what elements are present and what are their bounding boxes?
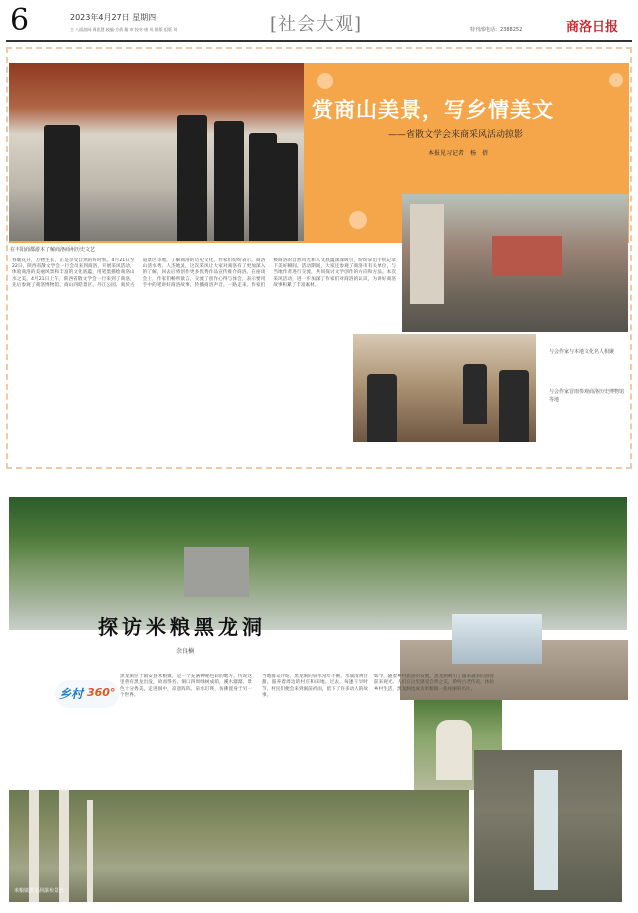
editor-info: 主 八面游网·周思慧 校编·方倩 璇 审 校对·康 凤 排版 组版 刘 [70,27,178,32]
header-divider [6,40,632,42]
symposium-photo [353,334,536,442]
memorial-visit-photo [402,194,628,332]
cave-waterfall-photo [474,750,622,902]
waterfall-photo [452,614,542,664]
feature2-body-col1: 黑龙洞位于镇安县米粮镇，是一个充满神秘色彩的地方。传说这里曾有黑龙出没，故而得名。洞口四周绿树成荫，溪水潺潺，景色十分秀美。走进洞中，凉意阵阵，泉水叮咚，仿佛置身于另一个世界。 [120,674,252,698]
forest-stream-photo [9,790,469,902]
feature1-photo-caption: 在丰阳商都游本了解商洛商州历史文艺 [10,247,96,253]
feature1-byline: 本报见习记者 杨 蓓 [428,150,489,157]
feature2-photo-caption: 米粮镇黑龙洞瀑布景色 [14,888,65,894]
editor-phone: 特刊部电话：2388252 [470,27,523,33]
photo-caption-right-2: 与会作家冒雨参观商洛历史博物馆等地 [549,389,625,403]
section-title: [社会大观] [270,14,363,35]
photo-caption-right-1: 与会作家与本地文化名人相聚 [549,349,615,355]
feature2-body-col3: 如今，随着乡村旅游的发展，黑龙洞吸引了越来越多的游客前来观光。人们在这里感受自然之美，聆听古老传说，体验乡村生活，黑龙洞也成为米粮镇一张亮丽的名片。 [374,674,494,692]
badge-label-left: 乡村 [59,687,84,701]
feature1-body: 春暖花开，万物生长，正是享受自然的好时机。4月21日至22日，陕西省散文学会一行会员来到商洛，开展采风活动，体验商洛的美丽风景和丰富的文化底蕴，用笔墨描绘商洛山水之美。4月21日上午，陕西省散文学会一行来到了商洛，先后参观了商洛博物馆、商山四皓景区、丹江公园、商於古道景区等地，了解商洛的历史文化。作家们纷纷表示，商洛山清水秀，人杰地灵，这次采风让大家对商洛有了更加深入的了解，回去后将创作更多优秀作品宣传推介商洛。在座谈会上，作家们畅所欲言，交流了创作心得与体会，表示要用手中的笔讲好商洛故事，传播商洛声音。一路走来，作家们被商洛的自然风光和人文底蕴深深吸引，纷纷拿出手机记录下美好瞬间。活动期间，大家还参观了商洛市有关单位，与当地作者进行交流，共同探讨文学创作的方向和方法。本次采风活动，进一步加深了作家们对商洛的认识，为讲好商洛故事积累了丰富素材。 [12,258,396,288]
newspaper-logo: 商洛日报 [566,20,619,35]
museum-visit-photo [9,63,304,241]
page-number: 6 [10,3,30,38]
feature2-body-col2: 当地群众介绍，黑龙洞的泉水常年不断，水质清冽甘甜，滋养着周边的村庄和田地。过去，每逢干旱时节，村民们便会来到洞前祈雨，留下了许多动人的故事。 [262,674,368,698]
feature2-byline: 余良楠 [176,648,195,655]
feature1-title: 赏商山美景，写乡情美文 [312,98,554,122]
feature1-subtitle: ——省散文学会来商采风活动掠影 [388,130,524,140]
issue-date: 2023年4月27日 星期四 [70,13,157,22]
badge-label-right: 360° [87,686,116,699]
rural-360-badge [55,680,119,708]
feature2-title: 探访米粮黑龙洞 [98,615,266,639]
